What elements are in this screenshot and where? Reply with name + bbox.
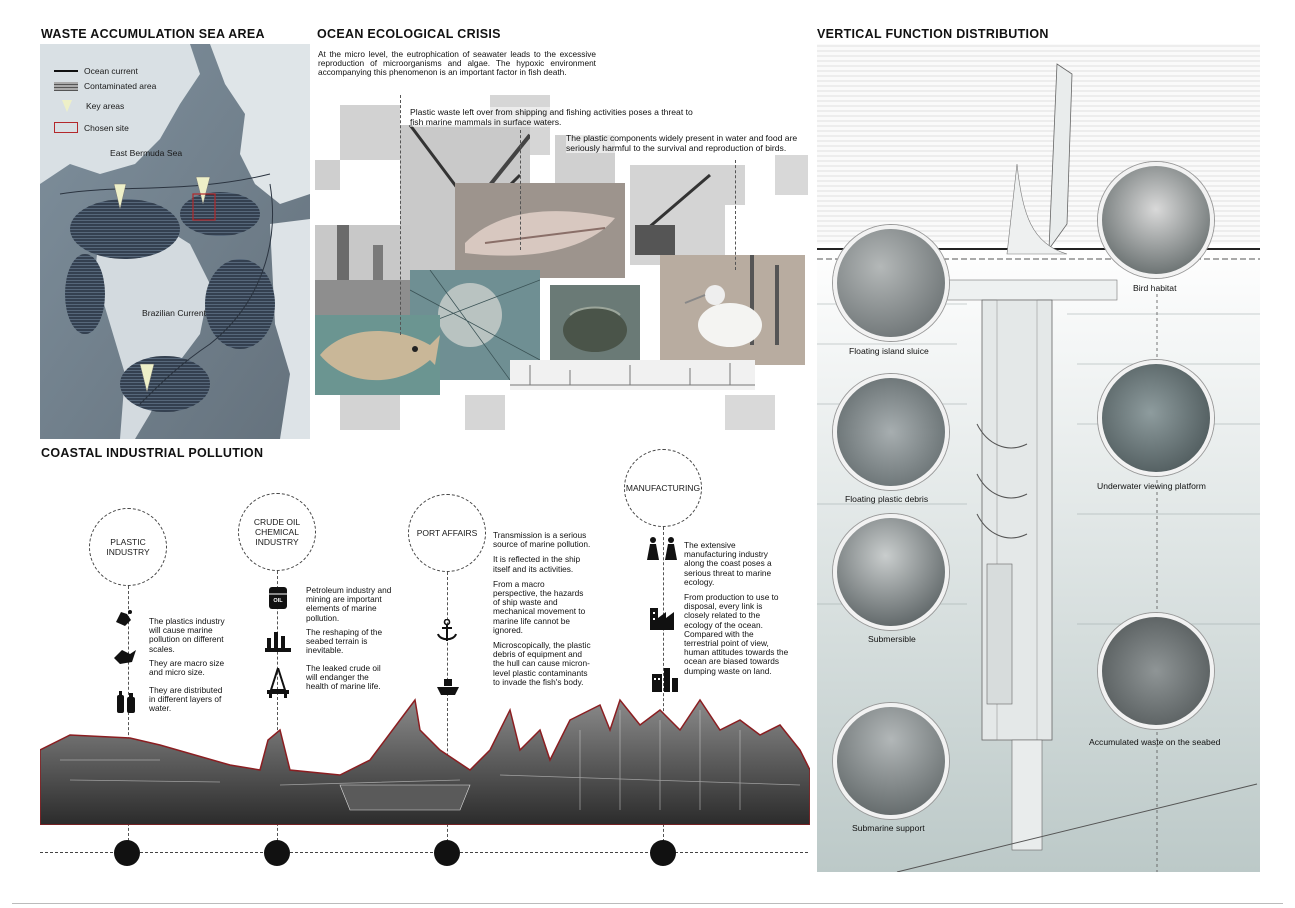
coastal-title: COASTAL INDUSTRIAL POLLUTION [41,446,264,460]
timeline-dot-plastic [114,840,140,866]
factory-icon [645,536,681,560]
plastic-text-1: The plastics industry will cause marine pollution on different scales. [149,616,225,654]
site-box-icon [54,122,78,133]
timeline-axis [40,852,808,853]
industrial-stacks-photo [315,225,410,315]
plastic-bottle-icon [112,607,136,629]
port-text-1: Transmission is a serious source of marine pollution. [493,530,591,550]
node-plastic-industry: PLASTIC INDUSTRY [89,508,167,586]
waste-map [40,44,310,439]
underwater-viewing-platform-image [1098,360,1214,476]
ocean-crisis-title: OCEAN ECOLOGICAL CRISIS [317,27,501,41]
underwater-viewing-platform-label: Underwater viewing platform [1097,481,1206,491]
excavator-photo [630,165,725,265]
port-text-2: It is reflected in the ship itself and its activities. [493,554,581,574]
page-bottom-rule [12,903,1283,904]
seabed-waste-image [1098,613,1214,729]
anchor-icon [435,618,459,644]
legend-key-areas [54,100,124,112]
port-text-3: From a macro perspective, the hazards of ship waste and mechanical movement to marine life cannot be ignored. [493,578,586,635]
debris-icon [112,645,138,667]
legend-contaminated [54,81,156,91]
factory-building-icon [648,604,680,630]
manufacturing-text-block [684,541,789,682]
crisis-text-3: The plastic components widely present in water and food are seriously harmful to the survival and reproduction of birds. [566,133,811,153]
submersible-label: Submersible [868,634,916,644]
crude-text-2: The reshaping of the seabed terrain is inevitable. [306,627,383,656]
plastic-text-2: They are macro size and micro size. [149,658,225,678]
floating-plastic-debris-label: Floating plastic debris [845,494,929,504]
bird-habitat-image [1098,162,1214,278]
fish-photo [315,315,440,395]
floating-island-sluice-label: Floating island sluice [849,346,929,356]
seabed-waste-label: Accumulated waste on the seabed [1089,737,1221,747]
floating-plastic-debris-image [833,374,949,490]
hatch-icon [54,82,78,91]
plastic-text-3: They are distributed in different layers of water. [149,685,223,714]
crisis-text-1: At the micro level, the eutrophication of seawater leads to the excessive reproduction of microorganisms and algae. The hypoxic environment accompanying this phenomenon is an important factor in fish death. [318,49,596,78]
legend-ocean-current [54,66,138,76]
timeline-dot-port [434,840,460,866]
gannet-bird-photo [660,255,805,365]
oil-barrel-icon [267,586,289,610]
line-icon [54,70,78,72]
manufacturing-text-1: The extensive manufacturing industry along the coast poses a serious threat to marine ecology. [684,540,772,587]
oil-barrel-label: OIL [273,598,283,604]
east-bermuda-label: East Bermuda Sea [110,148,183,158]
factory-line-drawing [510,360,755,390]
timeline-dot-manufacturing [650,840,676,866]
node-crude-oil: CRUDE OIL CHEMICAL INDUSTRY [238,493,316,571]
node-port-affairs: PORT AFFAIRS [408,494,486,572]
crude-text-1: Petroleum industry and mining are important elements of marine pollution. [306,585,392,623]
timeline-dot-crude-oil [264,840,290,866]
legend-label: Chosen site [84,122,129,133]
bird-habitat-label: Bird habitat [1133,283,1177,293]
industrial-skyline [40,690,810,825]
node-manufacturing: MANUFACTURING [624,449,702,527]
legend-label: Key areas [86,101,125,111]
crude-text-3: The leaked crude oil will endanger the health of marine life. [306,663,381,692]
port-text-4: Microscopically, the plastic debris of equipment and the hull can cause micron-level plastic contaminants to invade the fish's body. [493,640,591,687]
submarine-support-label: Submarine support [852,823,925,833]
manufacturing-text-2: From production to use to disposal, every link is closely related to the ecology of the ocean. Compared with the terrestrial point of view, human attitudes towards the ocean are biased towards dumping waste on land. [684,592,789,676]
marker-icon [62,100,72,112]
refinery-icon [265,628,291,652]
industrial-plant-icon [650,666,680,692]
floating-island-sluice-image [833,225,949,341]
waste-map-title: WASTE ACCUMULATION SEA AREA [41,27,265,41]
port-text-block [493,531,591,693]
legend-chosen-site [54,122,129,133]
legend-label: Contaminated area [84,81,157,91]
whale-photo [455,183,625,278]
vertical-title: VERTICAL FUNCTION DISTRIBUTION [817,27,1049,41]
crisis-text-2: Plastic waste left over from shipping and fishing activities poses a threat to fish marine mammals in surface waters. [410,107,700,127]
submarine-support-image [833,703,949,819]
submersible-image [833,514,949,630]
legend-label: Ocean current [84,66,138,76]
brazilian-current-label: Brazilian Current [142,308,206,318]
sea-turtle-photo [550,285,640,365]
